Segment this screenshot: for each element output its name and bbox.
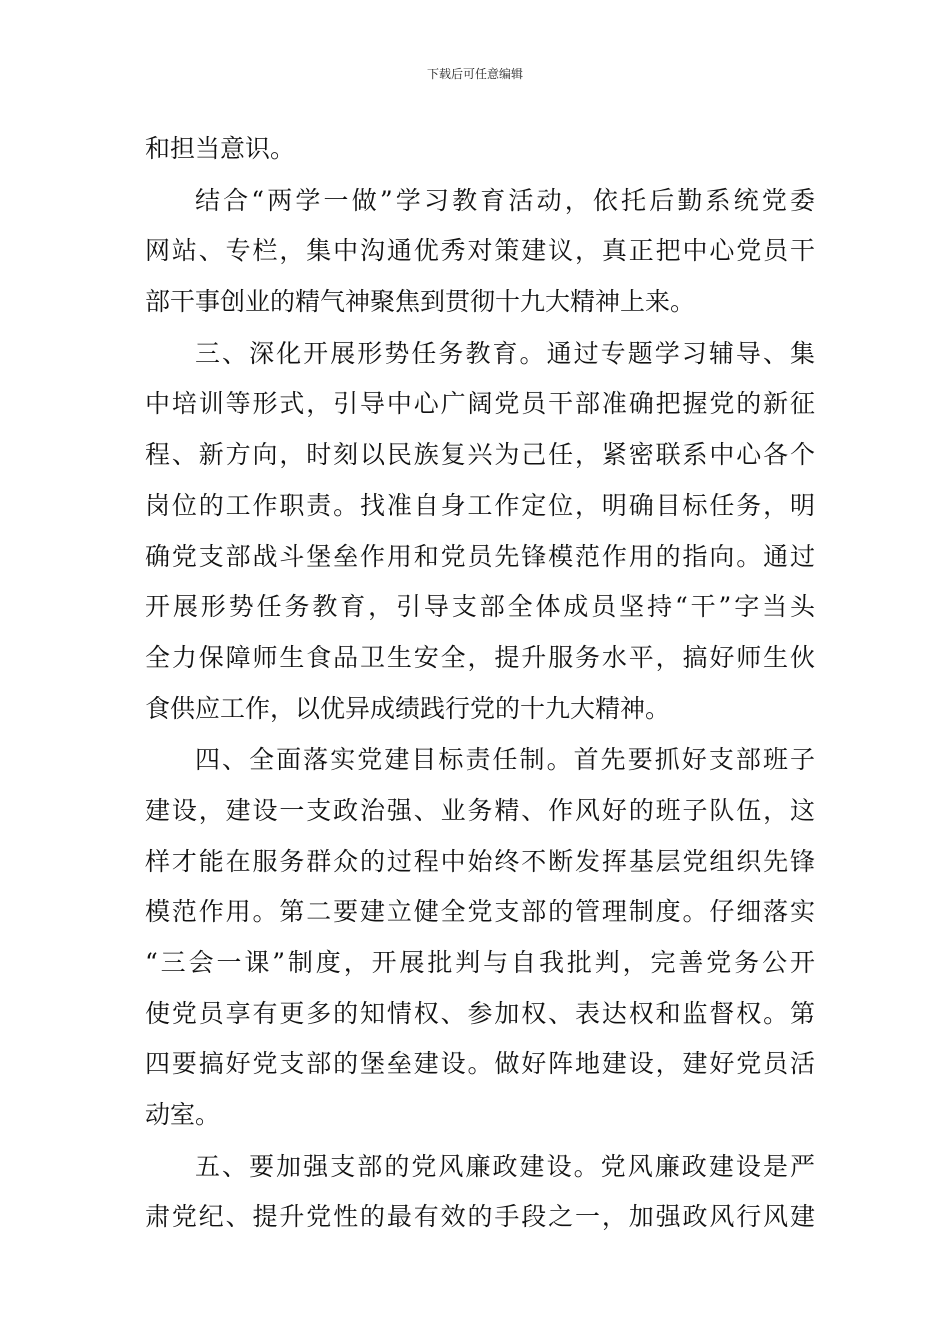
page-header: 下载后可任意编辑 xyxy=(426,67,523,81)
text-line: 中培训等形式，引导中心广阔党员干部准确把握党的新征 xyxy=(145,389,815,419)
text-line: 四要搞好党支部的堡垒建设。做好阵地建设，建好党员活 xyxy=(145,1049,815,1079)
text-line: 模范作用。第二要建立健全党支部的管理制度。仔细落实 xyxy=(145,897,815,927)
text-line: 食供应工作，以优异成绩践行党的十九大精神。 xyxy=(145,693,671,723)
text-line: 肃党纪、提升党性的最有效的手段之一，加强政风行风建 xyxy=(145,1202,815,1232)
text-line: 程、新方向，时刻以民族复兴为己任，紧密联系中心各个 xyxy=(145,440,815,470)
text-line: 五、要加强支部的党风廉政建设。党风廉政建设是严 xyxy=(195,1151,815,1181)
document-body xyxy=(145,124,815,1243)
text-line: 和担当意识。 xyxy=(145,134,296,163)
text-line: 全力保障师生食品卫生安全，提升服务水平，搞好师生伙 xyxy=(145,642,815,672)
text-line: 四、全面落实党建目标责任制。首先要抓好支部班子 xyxy=(195,745,815,775)
text-line: 岗位的工作职责。找准自身工作定位，明确目标任务，明 xyxy=(145,490,815,520)
text-line: 动室。 xyxy=(145,1100,221,1130)
text-line: 三、深化开展形势任务教育。通过专题学习辅导、集 xyxy=(195,338,815,368)
text-line: 开展形势任务教育，引导支部全体成员坚持“干”字当头 xyxy=(145,592,815,622)
text-line: 样才能在服务群众的过程中始终不断发挥基层党组织先锋 xyxy=(145,846,815,876)
paragraph-section-three xyxy=(145,329,815,735)
paragraph-section-four xyxy=(145,735,815,1141)
text-line: “三会一课”制度，开展批判与自我批判，完善党务公开 xyxy=(145,948,815,977)
text-line: 确党支部战斗堡垒作用和党员先锋模范作用的指向。通过 xyxy=(145,541,815,571)
text-line: 部干事创业的精气神聚焦到贯彻十九大精神上来。 xyxy=(145,287,696,317)
text-line: 结合“两学一做”学习教育活动，依托后勤系统党委 xyxy=(195,185,815,215)
text-line: 使党员享有更多的知情权、参加权、表达权和监督权。第 xyxy=(145,998,815,1028)
paragraph-continuation xyxy=(145,124,815,175)
text-line: 建设，建设一支政治强、业务精、作风好的班子队伍，这 xyxy=(145,795,815,825)
paragraph-liangxue-yizuo xyxy=(145,176,815,328)
paragraph-section-five xyxy=(145,1142,815,1243)
text-line: 网站、专栏，集中沟通优秀对策建议，真正把中心党员干 xyxy=(145,236,815,266)
